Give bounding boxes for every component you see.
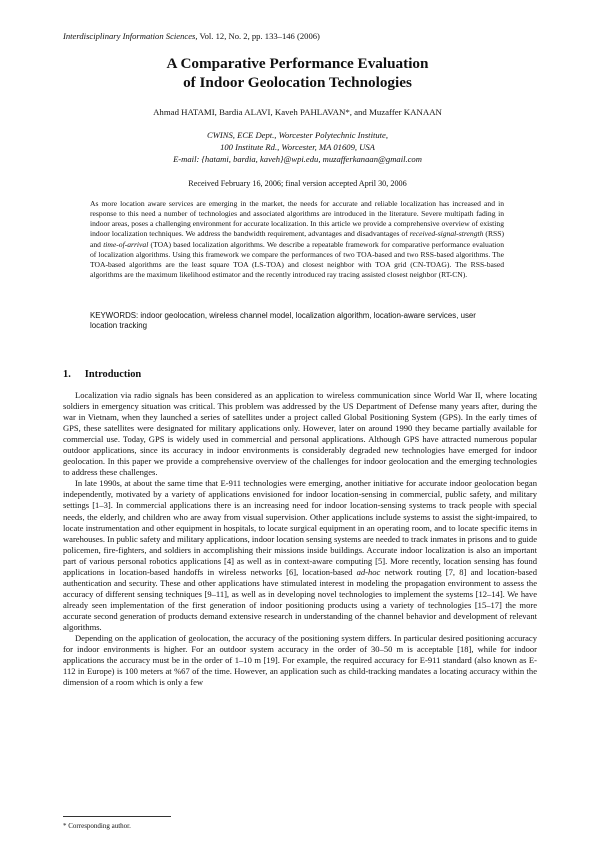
affiliation-line-1: CWINS, ECE Dept., Worcester Polytechnic Institute, xyxy=(207,130,388,140)
body-text xyxy=(63,390,537,688)
abstract-part-3: (TOA) based localization algorithms. We describe a repeatable framework for comparative performance evaluation of localization algorithms. Using this framework we compare the performances of two TOA-based and two RSS-based algorithms. The TOA-based algorithms are the least square TOA (LS-TOA) and closest neighbor with TOA grid (CN-TOAG). The RSS-based algorithms are the maximum likelihood estimator and the recently introduced ray tracing assisted closest neighbor (RT-CN). xyxy=(90,239,505,280)
abstract-part-2: (RSS) and xyxy=(90,229,504,249)
paragraph-2-part-a: In late 1990s, at about the same time that E-911 technologies were emerging, another initiative for accurate indoor geolocation began independently, motivated by a variety of applications envisioned for indoor location-sensing in commercial, public safety, and military settings [1–3]. In commercial applications there is an increasing need for indoor location-sensing systems to track people with special needs, the elderly, and children who are away from visual supervision. Other applications include systems to assist the sight-impaired, to locate instrumentation and other equipment in hospitals, to locate surgical equipment in an operating room, and to locate specific items in warehouses. In public safety and military applications, indoor location sensing systems are needed to track inmates in prisons and to guide policemen, fire-fighters, and soldiers in accomplishing their missions inside buildings. Accurate indoor localization is also an important part of various personal robotics applications [4] as well as in context-aware computing [5]. More recently, location sensing has found applications in location-based handoffs in wireless networks [6], location-based xyxy=(63,478,537,577)
journal-details: Vol. 12, No. 2, pp. 133–146 (2006) xyxy=(197,31,320,41)
received-date: Received February 16, 2006; final version accepted April 30, 2006 xyxy=(188,179,407,188)
abstract xyxy=(90,199,504,280)
keywords: KEYWORDS: indoor geolocation, wireless channel model, localization algorithm, location-aware services, user location tracking xyxy=(90,311,476,331)
paragraph-1: Localization via radio signals has been considered as an application to wireless communication since World War II, where locating soldiers in emergency situation was critical. This problem was addressed by the US Department of Defense many years after, during the war in Vietnam, when they launched a series of satellites under a project called Global Positioning System (GPS). In the early times of GPS, these satellites were designated for military applications only. However, later on around 1990 they became partially available for commercial use. Today, GPS is widely used in commercial and personal applications. Although GPS have attracted numerous popular outdoor applications, since its accuracy in indoor environments is considerably degraded new technologies have emerged for indoor geolocation. In this paper we provide a comprehensive overview of the challenges for indoor geolocation and the emerging technologies to address these challenges. xyxy=(63,390,537,478)
paper-title-line-2: of Indoor Geolocation Technologies xyxy=(183,74,412,91)
paragraph-2-adhoc: ad-hoc xyxy=(356,566,381,577)
paper-title-line-1: A Comparative Performance Evaluation xyxy=(166,55,429,72)
affiliation-line-2: 100 Institute Rd., Worcester, MA 01609, USA xyxy=(220,142,375,152)
paragraph-2 xyxy=(63,478,537,633)
journal-name: Interdisciplinary Information Sciences, xyxy=(63,31,198,41)
section-heading xyxy=(63,369,141,380)
footnote-rule xyxy=(63,816,171,817)
section-title: Introduction xyxy=(84,369,142,380)
journal-citation xyxy=(63,31,320,41)
paragraph-2-part-b: network routing [7, 8] and location-based authentication and security. These and other applications have stimulated interest in modeling the propagation environment to assess the accuracy of different sensing techniques [9–11], as well as in developing novel technologies to implement the systems [12–14]. We have already seen implementation of the first generation of indoor positioning products using a variety of technologies [15–17] the more accurate second generation of products demand extensive research in understanding of the channel behavior and development of relevant algorithms. xyxy=(63,566,537,632)
section-number: 1. xyxy=(63,369,71,380)
author-list: Ahmad HATAMI, Bardia ALAVI, Kaveh PAHLAVAN*, and Muzaffer KANAAN xyxy=(153,107,442,117)
abstract-part-1: As more location aware services are emerging in the market, the needs for accurate and reliable localization has increased and in response to this need a number of technologies and associated algorithms are introduced in the literature. Severe multipath fading in indoor areas, poses a challenging environment for accurate localization. In this article we provide a comprehensive overview of existing indoor localization techniques. We address the bandwidth requirement, advantages and disadvantages of xyxy=(90,199,504,239)
abstract-rss-term: received-signal-strength xyxy=(409,229,484,239)
paragraph-3: Depending on the application of geolocation, the accuracy of the positioning system differs. In particular desired positioning accuracy for indoor environments is higher. For an outdoor system accuracy in the order of 30–50 m is acceptable [18], while for indoor applications the accuracy must be in the order of 1–10 m [19]. For example, the required accuracy for E-911 standard (also known as E-112 in Europe) is 100 meters at %67 of the time. However, an application such as child-tracking mandates a locating accuracy within the dimension of a room which is only a few xyxy=(63,633,537,688)
affiliation-email: E-mail: {hatami, bardia, kaveh}@wpi.edu, muzafferkanaan@gmail.com xyxy=(173,154,422,164)
footnote: * Corresponding author. xyxy=(63,822,131,830)
abstract-toa-term: time-of-arrival xyxy=(103,239,149,249)
